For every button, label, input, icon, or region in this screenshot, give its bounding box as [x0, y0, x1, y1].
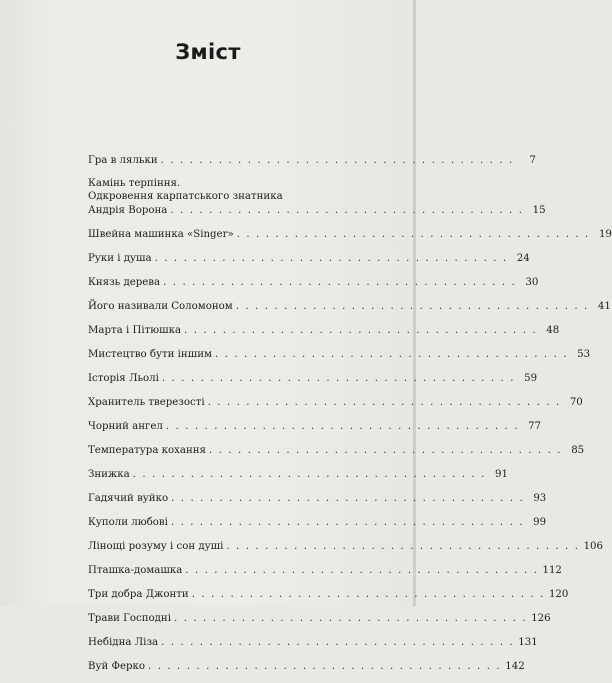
- toc-entry: [88, 491, 547, 506]
- toc-entry-page: 30: [525, 277, 539, 288]
- toc-entry: [88, 659, 525, 674]
- toc-leader-dots: . . . . . . . . . . . . . . . . . . . . . . . . . . . . . . . . . . . . .: [184, 325, 538, 336]
- toc-entry: [88, 153, 536, 168]
- toc-entry-title: Історія Льолі: [88, 373, 159, 384]
- toc-entry-title: Хранитель тверезості: [88, 397, 205, 408]
- toc-leader-dots: . . . . . . . . . . . . . . . . . . . . . . . . . . . . . . . . . . . . .: [165, 421, 520, 432]
- toc-entry-page: 59: [524, 373, 538, 384]
- toc-leader-dots: . . . . . . . . . . . . . . . . . . . . . . . . . . . . . . . . . . . . .: [160, 155, 514, 166]
- toc-entry: [88, 251, 530, 266]
- toc-entry-page: 91: [494, 469, 508, 480]
- toc-entry-title: Його називали Соломоном: [88, 301, 233, 312]
- toc-entry: [88, 467, 508, 482]
- toc-leader-dots: . . . . . . . . . . . . . . . . . . . . . . . . . . . . . . . . . . . . .: [214, 349, 569, 360]
- page-title: Зміст: [175, 40, 241, 64]
- toc-entry-page: 77: [528, 421, 542, 432]
- toc-entry-page: 126: [531, 613, 551, 624]
- toc-leader-dots: . . . . . . . . . . . . . . . . . . . . . . . . . . . . . . . . . . . . .: [161, 637, 515, 648]
- toc-leader-dots: . . . . . . . . . . . . . . . . . . . . . . . . . . . . . . . . . . . . .: [173, 613, 528, 624]
- toc-leader-dots: . . . . . . . . . . . . . . . . . . . . . . . . . . . . . . . . . . . . .: [170, 205, 524, 216]
- toc-leader-dots: . . . . . . . . . . . . . . . . . . . . . . . . . . . . . . . . . . . . .: [226, 541, 580, 552]
- toc-leader-dots: . . . . . . . . . . . . . . . . . . . . . . . . . . . . . . . . . . . . .: [148, 661, 502, 672]
- toc-entry-title: Андрія Ворона: [88, 205, 168, 216]
- toc-entry: [88, 539, 604, 554]
- toc-entry-title: Куполи любові: [88, 517, 168, 528]
- toc-leader-dots: . . . . . . . . . . . . . . . . . . . . . . . . . . . . . . . . . . . . .: [163, 277, 517, 288]
- toc-entry-title: Трави Господні: [88, 613, 171, 624]
- toc-entry-page: 112: [542, 565, 562, 576]
- toc-entry-page: 131: [518, 637, 538, 648]
- toc-entry-page: 120: [548, 589, 569, 600]
- toc-leader-dots: . . . . . . . . . . . . . . . . . . . . . . . . . . . . . . . . . . . . .: [185, 565, 539, 576]
- toc-entry-page: 41: [597, 301, 611, 312]
- toc-entry-title: Гадячий вуйко: [88, 493, 169, 504]
- toc-leader-dots: . . . . . . . . . . . . . . . . . . . . . . . . . . . . . . . . . . . . .: [132, 469, 486, 480]
- toc-entry: [88, 395, 583, 410]
- toc-entry: [88, 371, 538, 386]
- toc-entry-title: Вуй Ферко: [88, 661, 146, 672]
- toc-entry-title: Руки і душа: [88, 253, 152, 264]
- toc-entry-page: 53: [577, 349, 591, 360]
- toc-entry: [88, 275, 539, 290]
- toc-entry-page: 24: [516, 253, 530, 264]
- toc-entry-title: Мистецтво бути іншим: [88, 349, 212, 360]
- toc-entry-title: Чорний ангел: [88, 421, 163, 432]
- toc-leader-dots: . . . . . . . . . . . . . . . . . . . . . . . . . . . . . . . . . . . . .: [236, 229, 590, 240]
- toc-leader-dots: . . . . . . . . . . . . . . . . . . . . . . . . . . . . . . . . . . . . .: [191, 589, 545, 600]
- toc-entry-title: Небідна Ліза: [88, 637, 159, 648]
- toc-entry: [88, 443, 585, 458]
- toc-entry-title: Температура кохання: [88, 445, 206, 456]
- toc-leader-dots: . . . . . . . . . . . . . . . . . . . . . . . . . . . . . . . . . . . . .: [171, 493, 525, 504]
- toc-leader-dots: . . . . . . . . . . . . . . . . . . . . . . . . . . . . . . . . . . . . .: [161, 373, 516, 384]
- toc-entry: [88, 587, 569, 602]
- toc-entry: [88, 419, 542, 434]
- toc-leader-dots: . . . . . . . . . . . . . . . . . . . . . . . . . . . . . . . . . . . . .: [208, 445, 563, 456]
- toc-entry-title: Швейна машинка «Singer»: [88, 229, 234, 240]
- toc-entry: [88, 635, 538, 650]
- toc-entry-page: 70: [569, 397, 583, 408]
- toc-leader-dots: . . . . . . . . . . . . . . . . . . . . . . . . . . . . . . . . . . . . .: [207, 397, 561, 408]
- toc-entry-page: 142: [505, 661, 525, 672]
- toc-entry: [88, 227, 612, 242]
- toc-leader-dots: . . . . . . . . . . . . . . . . . . . . . . . . . . . . . . . . . . . . .: [235, 301, 589, 312]
- toc-entry-page: 7: [529, 155, 536, 166]
- toc-entry-title-line: Камінь терпіння.: [88, 178, 181, 189]
- toc-entry-title: Пташка-домашка: [88, 565, 183, 576]
- toc-entry: [88, 299, 611, 314]
- toc-entry-title: Три добра Джонти: [88, 589, 189, 600]
- toc-entry: [88, 563, 562, 578]
- toc-entry-title: Марта і Пітюшка: [88, 325, 182, 336]
- toc-entry-page: 93: [533, 493, 547, 504]
- toc-entry-page: 19: [598, 229, 612, 240]
- table-of-contents: [88, 153, 612, 683]
- toc-entry: [88, 347, 591, 362]
- toc-leader-dots: . . . . . . . . . . . . . . . . . . . . . . . . . . . . . . . . . . . . .: [170, 517, 525, 528]
- toc-entry: [88, 515, 547, 530]
- toc-entry-title: Князь дерева: [88, 277, 161, 288]
- toc-entry-page: 85: [571, 445, 585, 456]
- toc-entry: [88, 323, 560, 338]
- toc-entry: [88, 177, 546, 218]
- toc-entry-page: 106: [583, 541, 604, 552]
- toc-entry-title: Лінощі розуму і сон душі: [88, 541, 224, 552]
- toc-entry-title: Гра в ляльки: [88, 155, 158, 166]
- toc-leader-dots: . . . . . . . . . . . . . . . . . . . . . . . . . . . . . . . . . . . . .: [154, 253, 508, 264]
- toc-entry-page: 99: [533, 517, 547, 528]
- toc-entry-page: 48: [546, 325, 560, 336]
- toc-entry-title: Знижка: [88, 469, 130, 480]
- toc-entry-title-line: Одкровення карпатського знатника: [88, 191, 283, 202]
- toc-entry: [88, 611, 551, 626]
- toc-entry-page: 15: [532, 205, 546, 216]
